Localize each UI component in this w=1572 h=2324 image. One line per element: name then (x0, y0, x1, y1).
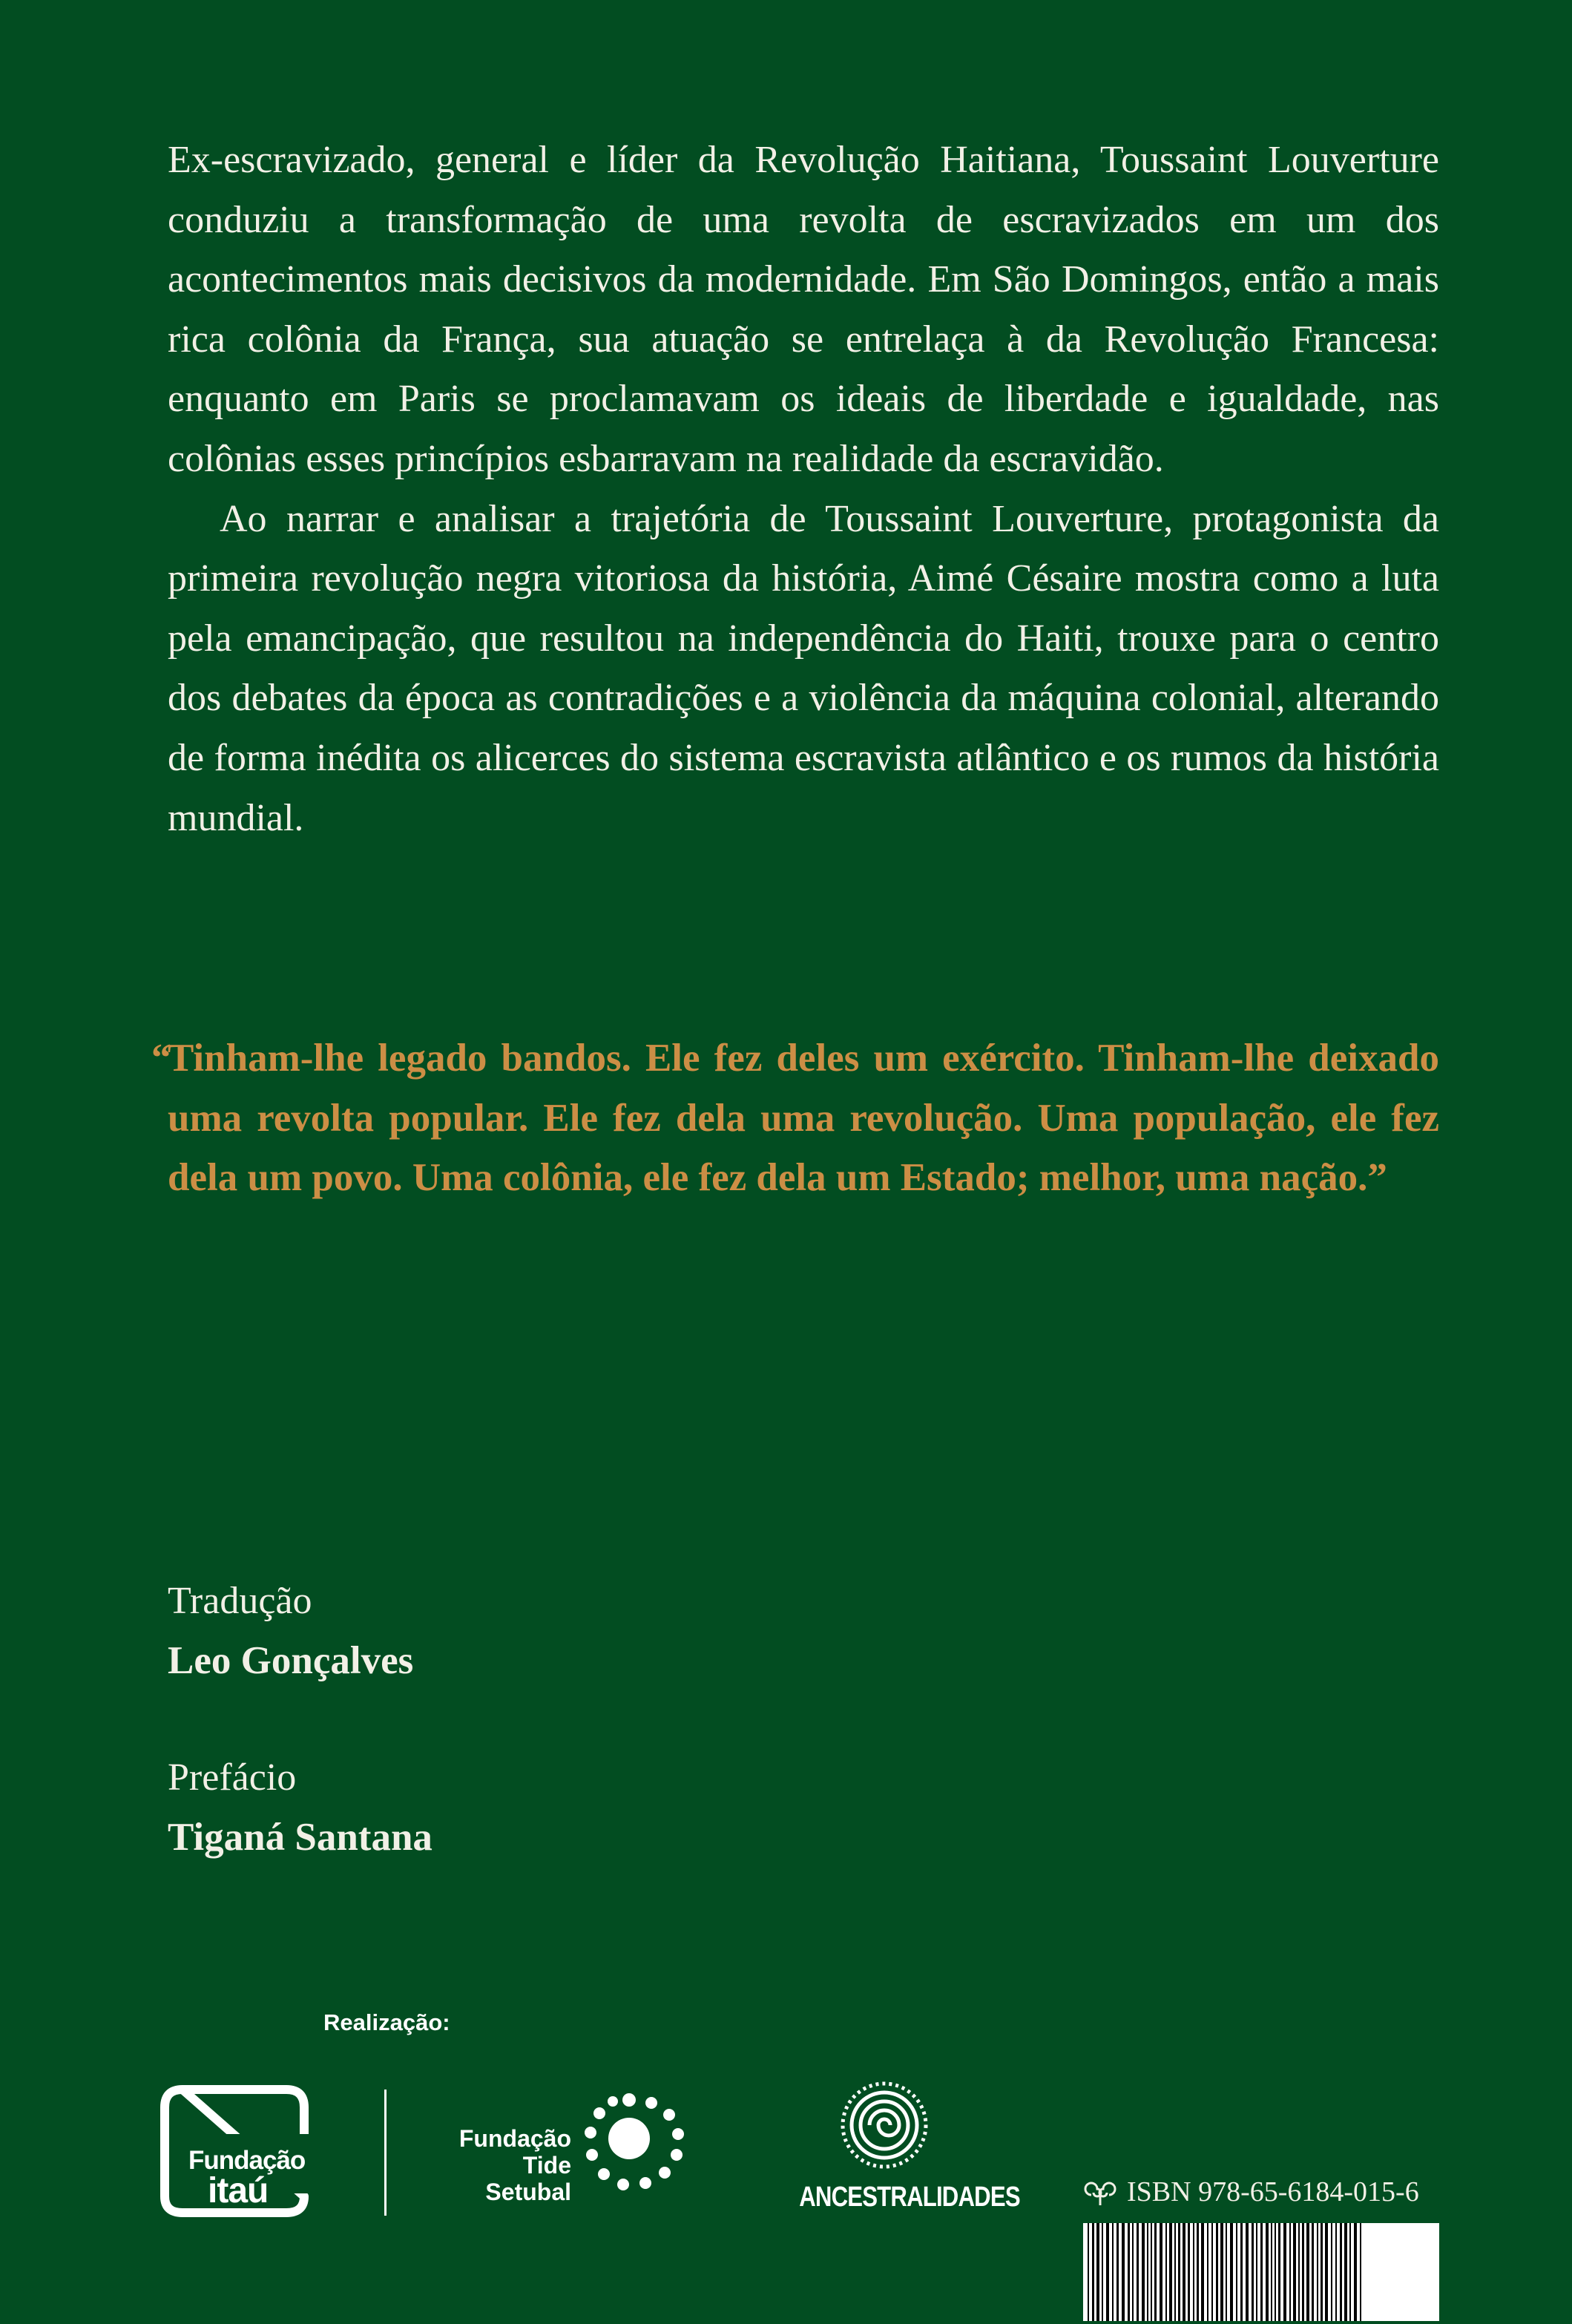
barcode-bar (1298, 2223, 1300, 2321)
barcode-bar (1201, 2223, 1204, 2321)
barcode-bar (1271, 2223, 1272, 2321)
barcode-bar (1197, 2223, 1199, 2321)
fundacao-itau-logo (160, 2085, 309, 2217)
barcode-bar (1256, 2223, 1257, 2321)
barcode-bar (1116, 2223, 1119, 2321)
barcode-bar (1174, 2223, 1176, 2321)
isbn-line (1081, 2176, 1419, 2208)
pull-quote (151, 1028, 1439, 1208)
synopsis-paragraph-1: Ex-escravizado, general e líder da Revolução Haitiana, Toussaint Louverture conduziu a transformação de uma revolta de escravizados em um dos acontecimentos mais decisivos da modernidade. Em São Domingos, então a mais rica colônia da França, sua atuação se entrelaça à da Revolução Francesa: enquanto em Paris se proclamavam os ideais de liberdade e igualdade, nas colônias esses princípios esbarravam na realidade da escravidão. (168, 139, 1439, 480)
barcode-bar (1226, 2223, 1227, 2321)
barcode-bar (1275, 2223, 1276, 2321)
barcode-bar (1293, 2223, 1296, 2321)
synopsis (168, 131, 1439, 848)
barcode-bar (1317, 2223, 1318, 2321)
isbn-label: ISBN 978-65-6184-015-6 (1127, 2176, 1419, 2208)
barcode-bar (1112, 2223, 1114, 2321)
barcode-bar (1260, 2223, 1263, 2321)
barcode-bar (1088, 2223, 1089, 2321)
barcode-bar (1335, 2223, 1337, 2321)
synopsis-paragraph-2: Ao narrar e analisar a trajetória de Toussaint Louverture, protagonista da primeira revolução negra vitoriosa da história, Aimé Césaire mostra como a luta pela emancipação, que resultou na independência do Haiti, trouxe para o centro dos debates da época as contradições e a violência da máquina colonial, alterando de forma inédita os alicerces do sistema escravista atlântico e os rumos da história mundial. (168, 497, 1439, 839)
barcode-bar (1344, 2223, 1347, 2321)
itau-logo-line-2: itaú (208, 2171, 269, 2210)
barcode-bars (1083, 2223, 1439, 2321)
barcode-bar (1331, 2223, 1332, 2321)
barcode-bar (1132, 2223, 1134, 2321)
barcode-bar (1092, 2223, 1094, 2321)
barcode-bar (1122, 2223, 1125, 2321)
barcode-bar (1306, 2223, 1309, 2321)
fundacao-tide-setubal-logo (451, 2085, 696, 2219)
translator-name: Leo Gonçalves (168, 1639, 414, 1682)
barcode-bar (1252, 2223, 1254, 2321)
barcode-bar (1302, 2223, 1304, 2321)
tide-logo-line-1: Fundação (458, 2125, 571, 2152)
barcode-bar (1160, 2223, 1162, 2321)
barcode-bar (1246, 2223, 1249, 2321)
barcode-bar (1183, 2223, 1185, 2321)
barcode-bar (1325, 2223, 1328, 2321)
barcode-bar (1289, 2223, 1291, 2321)
barcode-bar (1278, 2223, 1280, 2321)
barcode-bar (1193, 2223, 1194, 2321)
barcode-bar (1169, 2223, 1172, 2321)
barcode-bar (1216, 2223, 1218, 2321)
barcode-bar (1137, 2223, 1139, 2321)
translation-credit (168, 1572, 413, 1690)
barcode-bar (1147, 2223, 1148, 2321)
ancestralidades-logo (780, 2078, 1020, 2219)
barcode-bar (1230, 2223, 1233, 2321)
tide-dots-icon (580, 2085, 696, 2201)
quote-text: Tinham-lhe legado bandos. Ele fez deles um exército. Tinham-lhe deixado uma revolta popular. Ele fez dela uma revolução. Uma população, ele fez dela um povo. Uma colônia, ele fez dela um Estado; melhor, uma nação.” (168, 1037, 1439, 1200)
barcode-bar (1102, 2223, 1103, 2321)
barcode-bar (1106, 2223, 1109, 2321)
barcode-bar (1165, 2223, 1167, 2321)
preface-credit (168, 1748, 433, 1867)
barcode-bar (1266, 2223, 1269, 2321)
barcode-bar (1236, 2223, 1237, 2321)
barcode-bar (1220, 2223, 1223, 2321)
preface-author-name: Tiganá Santana (168, 1816, 433, 1859)
barcode-bar (1154, 2223, 1157, 2321)
barcode-bar (1207, 2223, 1208, 2321)
barcode-bar (1354, 2223, 1357, 2321)
barcode-bar (1188, 2223, 1190, 2321)
barcode-bar (1096, 2223, 1099, 2321)
isbn-barcode (1083, 2223, 1439, 2321)
logo-divider (384, 2090, 387, 2216)
sponsors-label: Realização: (323, 2009, 450, 2035)
barcode-bar (1151, 2223, 1152, 2321)
quote-open-mark: “ (151, 1037, 171, 1080)
barcode-bar (1240, 2223, 1243, 2321)
barcode-bar (1283, 2223, 1286, 2321)
barcode-bar (1360, 2223, 1361, 2321)
preface-label: Prefácio (168, 1756, 297, 1799)
barcode-bar (1211, 2223, 1213, 2321)
ornament-icon (1081, 2179, 1121, 2208)
barcode-bar (1128, 2223, 1130, 2321)
barcode-bar (1142, 2223, 1145, 2321)
ancestralidades-wordmark: ANCESTRALIDADES (799, 2182, 1020, 2213)
barcode-bar (1321, 2223, 1323, 2321)
itau-logo-line-1: Fundação (188, 2146, 306, 2175)
translation-label: Tradução (168, 1580, 312, 1622)
barcode-bar (1349, 2223, 1351, 2321)
ancestralidades-spiral-logo (837, 2078, 932, 2173)
tide-logo-line-2: Tide (522, 2152, 571, 2179)
barcode-bar (1312, 2223, 1314, 2321)
barcode-bar (1340, 2223, 1342, 2321)
tide-logo-line-3: Setubal (485, 2179, 571, 2205)
barcode-bar (1178, 2223, 1180, 2321)
